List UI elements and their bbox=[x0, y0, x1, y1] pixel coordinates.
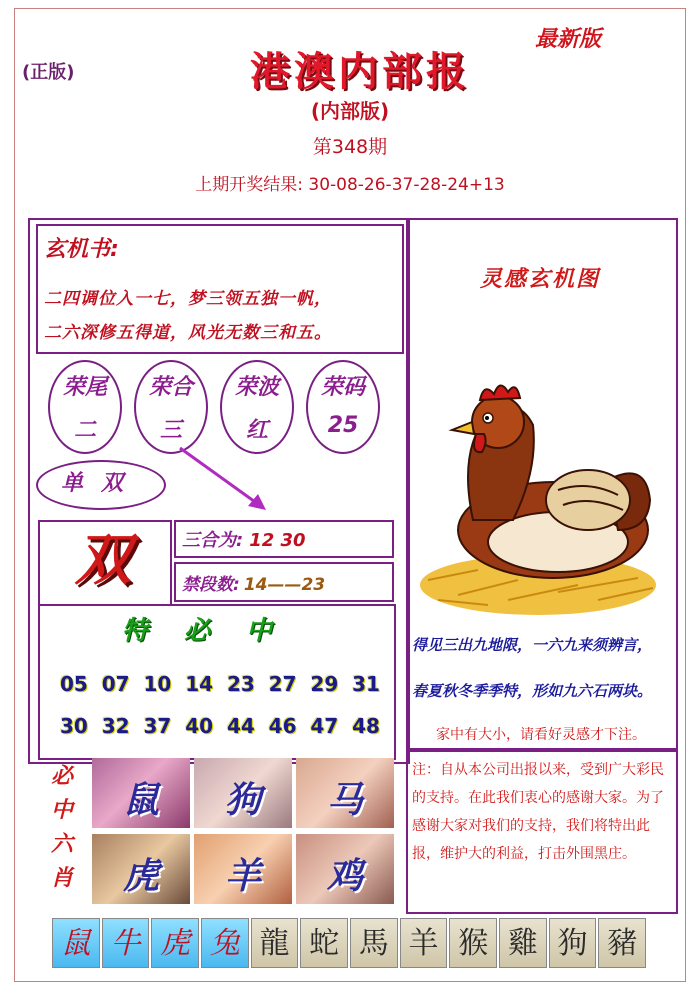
number: 10 bbox=[143, 672, 172, 696]
six-label-char: 中 bbox=[50, 798, 73, 823]
number: 40 bbox=[185, 714, 214, 738]
number: 14 bbox=[185, 672, 214, 696]
jinlian-value: 14——23 bbox=[243, 575, 326, 595]
zhengban-label: (正版) bbox=[22, 62, 75, 83]
zodiac-char: 鸡 bbox=[326, 856, 363, 897]
zodiac-tile-highlighted: 鼠 bbox=[52, 918, 100, 968]
number: 46 bbox=[268, 714, 297, 738]
last-result bbox=[0, 170, 700, 195]
arrow-icon bbox=[170, 440, 280, 520]
zodiac-tile-highlighted: 兔 bbox=[201, 918, 249, 968]
pick-value: 三 bbox=[159, 418, 182, 443]
pick-value: 25 bbox=[327, 413, 359, 438]
zodiac-tile: 羊 bbox=[400, 918, 448, 968]
last-result-label: 上期开奖结果: bbox=[195, 175, 303, 195]
zodiac-tile: 猴 bbox=[449, 918, 497, 968]
zodiac-tile: 豬 bbox=[598, 918, 646, 968]
zodiac-char: 鼠 bbox=[122, 780, 159, 821]
number: 47 bbox=[310, 714, 339, 738]
number: 37 bbox=[143, 714, 172, 738]
pick-oval-wei bbox=[48, 360, 122, 454]
zodiac-char: 羊 bbox=[224, 856, 261, 897]
zodiac-char: 马 bbox=[326, 780, 363, 821]
six-zodiac-label bbox=[42, 760, 82, 896]
xuanji-line-2: 二六深修五得道，风光无数三和五。 bbox=[44, 323, 332, 343]
number: 30 bbox=[60, 714, 88, 738]
zodiac-photo-grid bbox=[92, 758, 396, 906]
zodiac-tile-highlighted: 牛 bbox=[102, 918, 150, 968]
edition-label: (内部版) bbox=[310, 99, 390, 123]
zodiac-tile-highlighted: 虎 bbox=[151, 918, 199, 968]
jiazhong-note: 家中有大小，请看好灵感才下注。 bbox=[436, 727, 646, 743]
six-label-char: 肖 bbox=[50, 866, 73, 891]
xuanji-line-1: 二四调位入一七，梦三领五独一帆， bbox=[44, 289, 332, 309]
number: 05 bbox=[60, 672, 88, 696]
last-result-value: 30-08-26-37-28-24+13 bbox=[308, 175, 505, 195]
xuanji-title: 玄机书: bbox=[44, 237, 119, 262]
six-label-char: 六 bbox=[50, 832, 73, 857]
notice-text: 注：自从本公司出报以来，受到广大彩民的支持。在此我们衷心的感谢大家。为了感谢大家对我们的支持，我们将特出此报，维护大的利益，打击外围黑庄。 bbox=[412, 762, 664, 862]
pick-value: 二 bbox=[73, 418, 96, 443]
number: 44 bbox=[226, 714, 255, 738]
hen-illustration bbox=[418, 330, 658, 620]
shuang-big-char: 双 bbox=[75, 528, 131, 593]
latest-edition-label: 最新版 bbox=[535, 27, 602, 52]
zodiac-tile: 馬 bbox=[350, 918, 398, 968]
pick-label: 荣码 bbox=[320, 375, 365, 400]
hint-line-1: 得见三出九地限，一六九来须辨言， bbox=[412, 636, 653, 654]
number: 48 bbox=[352, 714, 380, 738]
zodiac-photo bbox=[92, 834, 190, 904]
sanhe-line bbox=[182, 526, 306, 552]
zodiac-photo bbox=[296, 834, 394, 904]
pick-label: 荣波 bbox=[234, 375, 279, 400]
number: 31 bbox=[352, 672, 380, 696]
zodiac-tile: 狗 bbox=[549, 918, 597, 968]
zodiac-photo bbox=[92, 758, 190, 828]
number: 23 bbox=[226, 672, 255, 696]
number: 29 bbox=[310, 672, 339, 696]
number-row-1 bbox=[60, 672, 380, 696]
jinlian-label: 禁段数: bbox=[182, 575, 240, 595]
sanhe-value: 12 30 bbox=[249, 530, 306, 551]
lingan-title: 灵感玄机图 bbox=[479, 267, 600, 292]
number-row-2 bbox=[60, 714, 380, 738]
page-title: 港澳内部报 bbox=[250, 48, 470, 95]
pick-label: 荣尾 bbox=[62, 375, 107, 400]
pick-value: 红 bbox=[245, 418, 268, 443]
tebi-title: 特必中 bbox=[121, 616, 308, 646]
zodiac-bar bbox=[52, 918, 648, 970]
zodiac-photo bbox=[296, 758, 394, 828]
zodiac-tile: 龍 bbox=[251, 918, 299, 968]
number: 07 bbox=[101, 672, 130, 696]
zodiac-char: 狗 bbox=[224, 780, 261, 821]
danshuang-oval: 单双 bbox=[36, 460, 166, 510]
hint-line-2: 春夏秋冬季季特，形如九六石两块。 bbox=[412, 682, 653, 700]
number: 27 bbox=[268, 672, 297, 696]
zodiac-tile: 雞 bbox=[499, 918, 547, 968]
zodiac-photo bbox=[194, 758, 292, 828]
zodiac-char: 虎 bbox=[122, 856, 159, 897]
zodiac-tile: 蛇 bbox=[300, 918, 348, 968]
issue-number: 第348期 bbox=[312, 136, 388, 158]
sanhe-label: 三合为: bbox=[182, 530, 244, 551]
number: 32 bbox=[101, 714, 130, 738]
pick-oval-ma bbox=[306, 360, 380, 454]
pick-label: 荣合 bbox=[148, 375, 193, 400]
zodiac-photo bbox=[194, 834, 292, 904]
jinlian-line bbox=[182, 570, 325, 595]
six-label-char: 必 bbox=[50, 764, 73, 789]
